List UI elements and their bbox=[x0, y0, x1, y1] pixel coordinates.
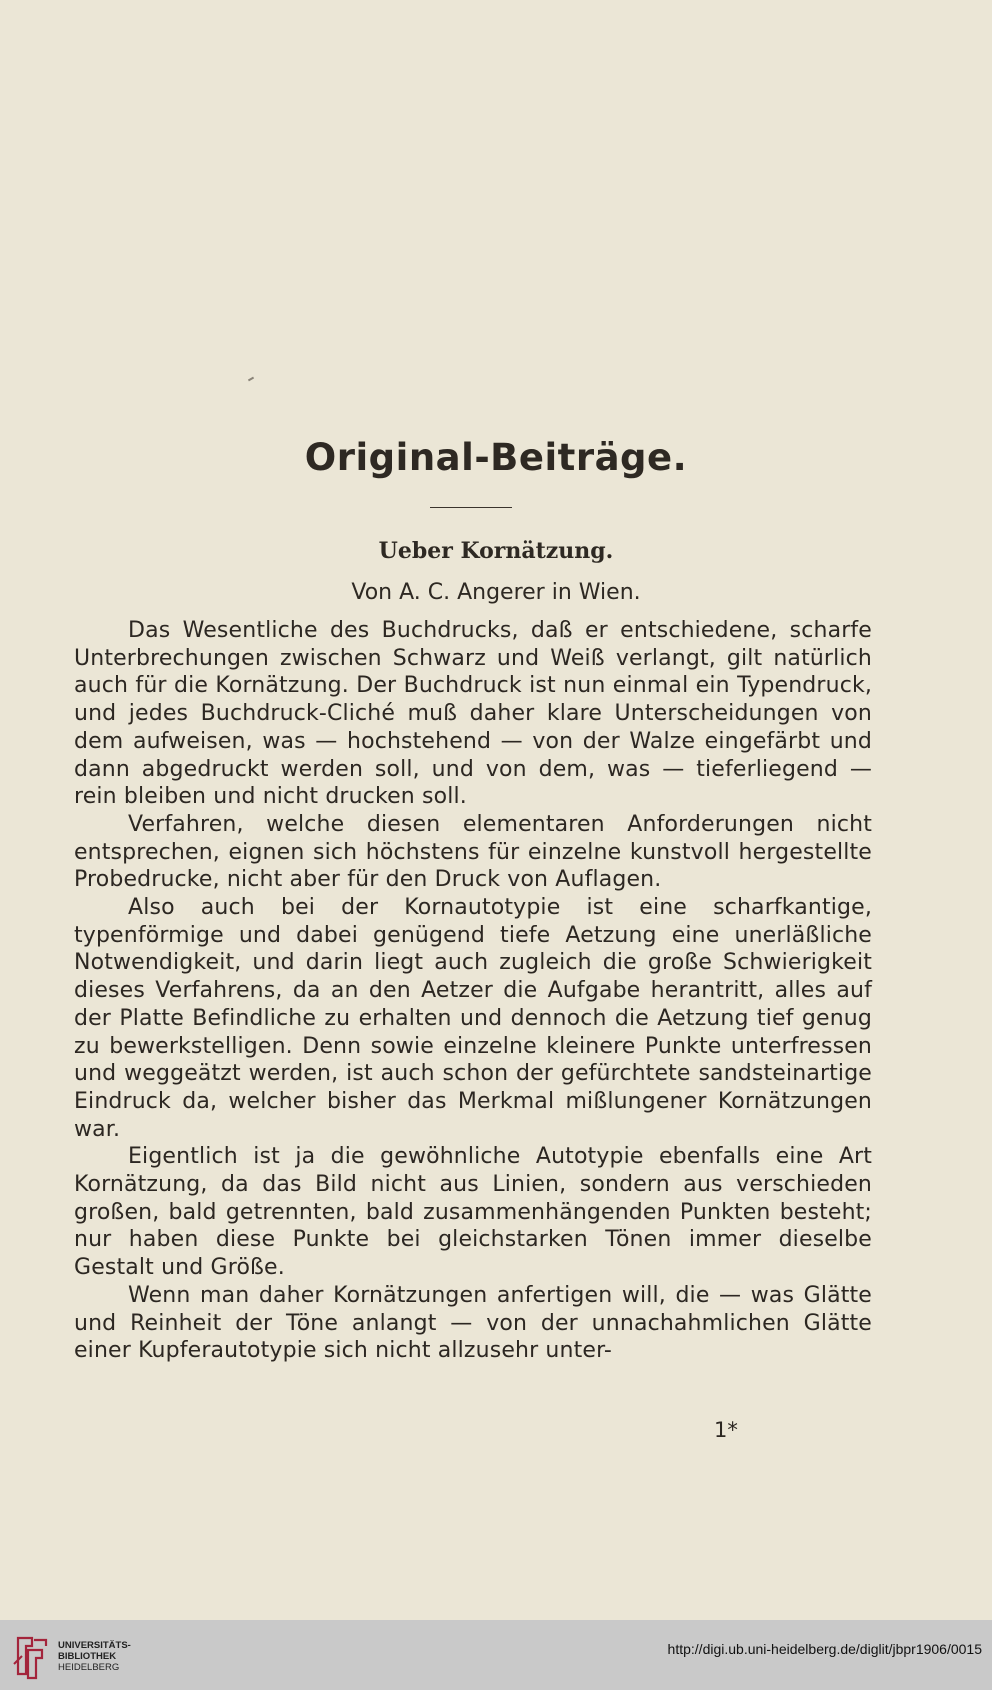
article-title: Ueber Kornätzung. bbox=[378, 538, 614, 564]
paragraph: Also auch bei der Kornautotypie ist eine scharfkantige, typenförmige und dabei genügend tiefe Aetzung eine unerläßliche Notwendigkeit, und darin liegt auch zugleich die große Schwierigkeit dieses Verfahrens, da an den Aetzer die Aufgabe herantritt, alles auf der Platte Befindliche zu erhalten und dennoch die Aetzung tief genug zu bewerkstelligen. Denn sowie einzelne kleinere Punkte unterfressen und weggeätzt werden, ist auch schon der gefürchtete sandsteinartige Eindruck da, welcher bisher das Merkmal mißlungener Kornätzungen war. bbox=[74, 895, 872, 1142]
library-line1: UNIVERSITÄTS- bbox=[58, 1640, 131, 1651]
article-body bbox=[74, 617, 872, 1365]
paragraph: Eigentlich ist ja die gewöhnliche Autotypie ebenfalls eine Art Kornätzung, da das Bild nicht aus Linien, sondern aus verschieden großen, bald getrennten, bald zusammenhängenden Punkten besteht; nur haben diese Punkte bei gleichstarken Tönen immer dieselbe Gestalt und Größe. bbox=[74, 1144, 872, 1281]
permalink-url[interactable]: http://digi.ub.uni-heidelberg.de/diglit/jbpr1906/0015 bbox=[667, 1641, 982, 1657]
page-number: 1* bbox=[714, 1418, 738, 1442]
library-line2: BIBLIOTHEK bbox=[58, 1651, 117, 1662]
author-line: Von A. C. Angerer in Wien. bbox=[351, 580, 641, 605]
page-title: Original-Beiträge. bbox=[304, 436, 688, 479]
stray-mark bbox=[248, 377, 254, 382]
library-name bbox=[58, 1640, 131, 1673]
viewer-footer bbox=[0, 1620, 992, 1690]
paragraph: Das Wesentliche des Buchdrucks, daß er entschiedene, scharfe Unterbrechungen zwischen Schwarz und Weiß verlangt, gilt natürlich auch für die Kornätzung. Der Buchdruck ist nun einmal ein Typendruck, und jedes Buchdruck-Cliché muß daher klare Unterscheidungen von dem aufweisen, was — hochstehend — von der Walze eingefärbt und dann abgedruckt werden soll, und von dem, was — tieferliegend — rein bleiben und nicht drucken soll. bbox=[74, 618, 872, 810]
heidelberg-library-logo-icon[interactable] bbox=[12, 1634, 50, 1680]
library-line3: HEIDELBERG bbox=[58, 1662, 120, 1673]
paragraph: Verfahren, welche diesen elementaren Anforderungen nicht entsprechen, eignen sich höchstens für einzelne kunstvoll hergestellte Probedrucke, nicht aber für den Druck von Auflagen. bbox=[74, 811, 872, 893]
title-divider bbox=[430, 507, 512, 508]
paragraph: Wenn man daher Kornätzungen anfertigen will, die — was Glätte und Reinheit der Töne anlangt — von der unnachahmlichen Glätte einer Kupferautotypie sich nicht allzusehr unter- bbox=[74, 1282, 872, 1364]
